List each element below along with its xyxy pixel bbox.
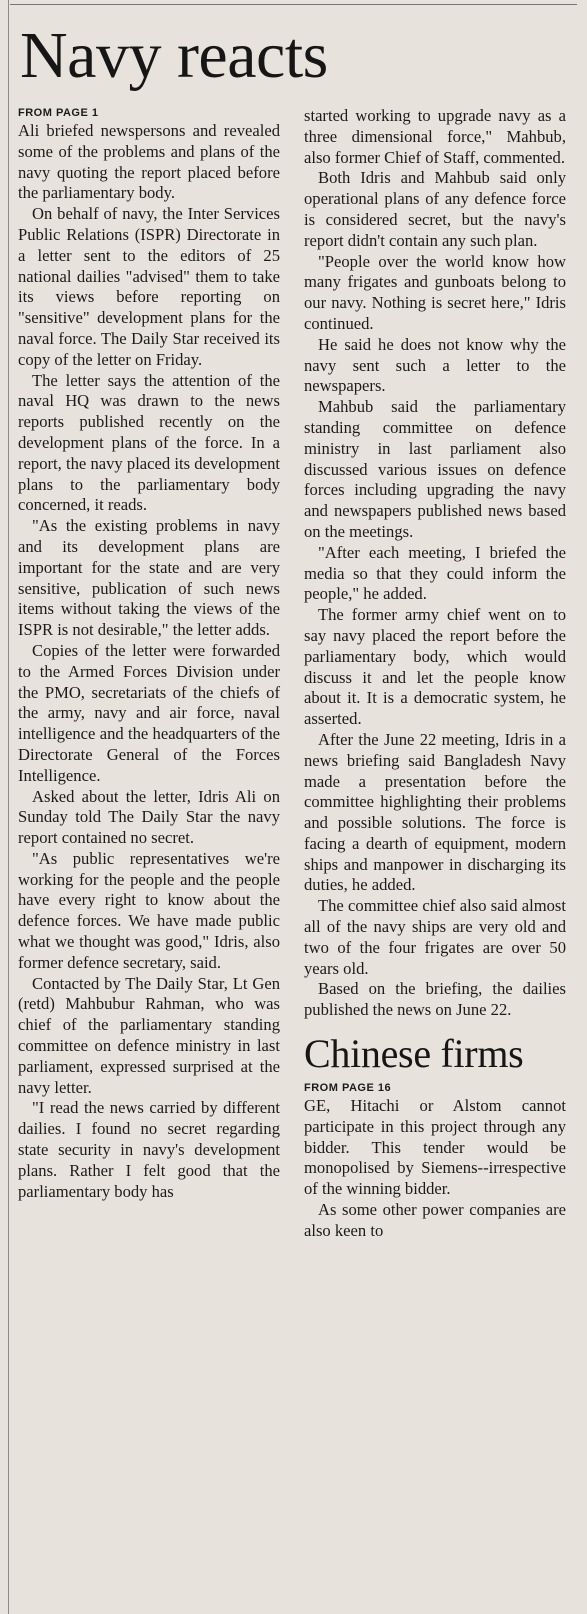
paragraph: Asked about the letter, Idris Ali on Sunday told The Daily Star the navy report contained no secret.	[18, 786, 280, 848]
column-right	[304, 106, 566, 1242]
article-body	[18, 106, 573, 1242]
continuation-kicker: FROM PAGE 16	[304, 1082, 392, 1095]
paragraph: "After each meeting, I briefed the media so that they could inform the people," he added.	[304, 542, 566, 604]
paragraph: "People over the world know how many frigates and gunboats belong to our navy. Nothing is secret here," Idris continued.	[304, 251, 566, 333]
continuation-kicker: FROM PAGE 1	[18, 107, 99, 119]
second-article-headline: Chinese firms	[304, 1031, 524, 1077]
paragraph: started working to upgrade navy as a three dimensional force," Mahbub, also former Chief of Staff, commented.	[304, 106, 566, 167]
paragraph: Ali briefed newspersons and revealed some of the problems and plans of the navy quoting the report placed before the parliamentary body.	[18, 121, 280, 203]
paragraph: Contacted by The Daily Star, Lt Gen (retd) Mahbubur Rahman, who was chief of the parliamentary standing committee on defence ministry in last parliament, expressed surprised at the navy letter.	[18, 973, 280, 1097]
paragraph: "As public representatives we're working for the people and the people have every right to know about the defence forces. We have made public what we thought was good," Idris, also former defence secretary, said.	[18, 848, 280, 972]
top-rule	[10, 4, 577, 5]
paragraph: On behalf of navy, the Inter Services Public Relations (ISPR) Directorate in a letter sent to the editors of 25 national dailies "advised" them to take its views before reporting on "sensitive" development plans for the naval force. The Daily Star received its copy of the letter on Friday.	[18, 204, 280, 369]
article-headline: Navy reacts	[20, 19, 328, 92]
paragraph: The letter says the attention of the naval HQ was drawn to the news reports published recently on the development plans of the force. In a report, the navy placed its development plans to the parliamentary body concerned, it reads.	[18, 370, 280, 515]
paragraph: GE, Hitachi or Alstom cannot participate in this project through any bidder. This tender would be monopolised by Siemens--irrespective of the winning bidder.	[304, 1096, 566, 1199]
column-rule	[8, 0, 9, 1614]
paragraph: Mahbub said the parliamentary standing committee on defence ministry in last parliament also discussed various issues on defence forces including upgrading the navy and newspapers published news based on the meetings.	[304, 397, 566, 541]
paragraph: "As the existing problems in navy and its development plans are important for the state and are very sensitive, publication of such news items without taking the views of the ISPR is not desirable," the letter adds.	[18, 516, 280, 640]
column-left	[18, 106, 280, 1242]
paragraph: The former army chief went on to say navy placed the report before the parliamentary body, which would discuss it and let the people know about it. It is a democratic system, he asserted.	[304, 605, 566, 729]
paragraph: He said he does not know why the navy sent such a letter to the newspapers.	[304, 334, 566, 396]
paragraph: Both Idris and Mahbub said only operational plans of any defence force is considered secret, but the navy's report didn't contain any such plan.	[304, 168, 566, 250]
paragraph: The committee chief also said almost all of the navy ships are very old and two of the four frigates are over 50 years old.	[304, 896, 566, 978]
paragraph: Copies of the letter were forwarded to the Armed Forces Division under the PMO, secretariats of the chiefs of the army, navy and air force, naval intelligence and the headquarters of the Directorate General of the Forces Intelligence.	[18, 640, 280, 785]
paragraph: Based on the briefing, the dailies published the news on June 22.	[304, 979, 566, 1020]
paragraph: As some other power companies are also keen to	[304, 1200, 566, 1240]
paragraph: "I read the news carried by different dailies. I found no secret regarding state security in navy's development plans. Rather I felt good that the parliamentary body has	[18, 1098, 280, 1201]
paragraph: After the June 22 meeting, Idris in a news briefing said Bangladesh Navy made a presentation before the committee highlighting their problems and possible solutions. The force is facing a dearth of equipment, modern ships and manpower in discharging its duties, he added.	[304, 729, 566, 895]
